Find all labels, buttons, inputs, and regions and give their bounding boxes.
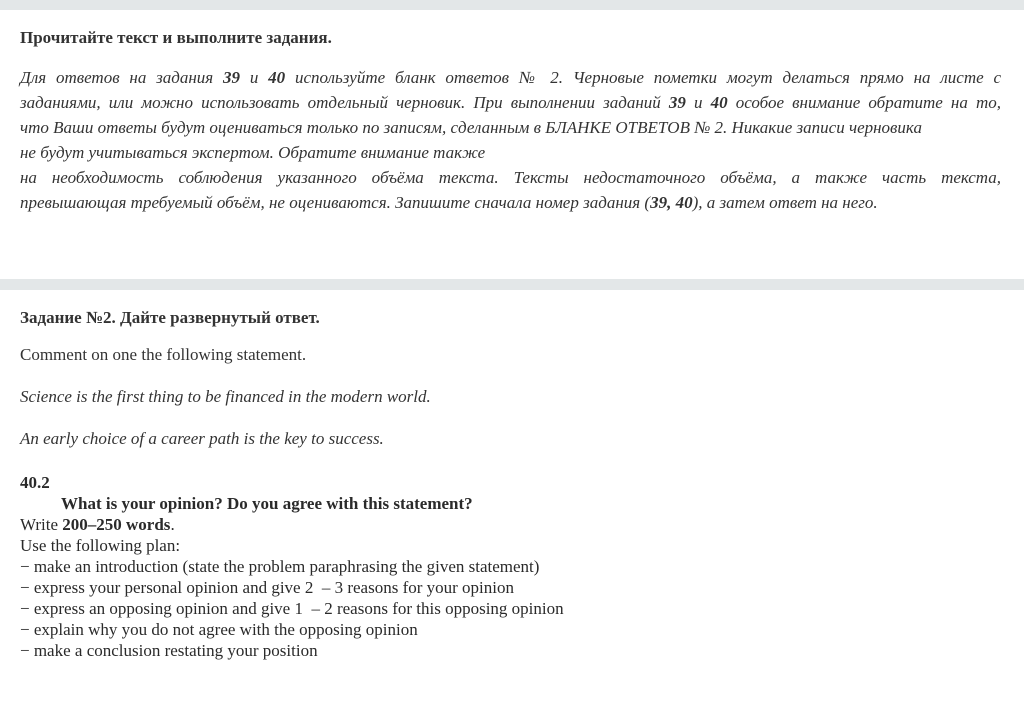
task-details xyxy=(20,472,564,661)
task-question: What is your opinion? Do you agree with this statement? xyxy=(61,494,473,513)
instr-line-1: Для ответов на задания 39 и 40 используйте бланк ответов № 2. Черновые пометки могут делаться прямо на листе с xyxy=(20,68,1002,87)
plan-item: − make a conclusion restating your position xyxy=(20,641,318,660)
task-card xyxy=(0,290,1024,714)
top-separator xyxy=(0,0,1024,10)
instructions-text xyxy=(20,65,1001,215)
plan-item: − express an opposing opinion and give 1 – 2 reasons for this opposing opinion xyxy=(20,599,564,618)
task-heading: Задание №2. Дайте развернутый ответ. xyxy=(20,308,320,327)
instr-line-6: превышающая требуемый объём, не оцениваются. Запишите сначала номер задания (39, 40), а затем ответ на него. xyxy=(20,193,878,212)
section-separator xyxy=(0,279,1024,290)
plan-item: − express your personal opinion and give 2 – 3 reasons for your opinion xyxy=(20,578,514,597)
word-requirement: Write 200–250 words. xyxy=(20,515,175,534)
instr-line-5: на необходимость соблюдения указанного объёма текста. Тексты недостаточного объёма, а также часть текста, xyxy=(20,168,1001,187)
instr-line-4: не будут учитываться экспертом. Обратите внимание также xyxy=(20,143,486,162)
plan-intro: Use the following plan: xyxy=(20,536,181,555)
task-number: 40.2 xyxy=(20,473,50,492)
statement-1: Science is the first thing to be financed in the modern world. xyxy=(20,387,431,406)
instructions-heading: Прочитайте текст и выполните задания. xyxy=(20,28,332,47)
instr-line-2: заданиями, или можно использовать отдельный черновик. При выполнении заданий 39 и 40 особое внимание обратите на то, xyxy=(20,93,1002,112)
task-intro: Comment on one the following statement. xyxy=(20,345,307,364)
instr-line-3: что Ваши ответы будут оцениваться только по записям, сделанным в БЛАНКЕ ОТВЕТОВ № 2. Никакие записи черновика xyxy=(20,118,922,137)
plan-item: − explain why you do not agree with the opposing opinion xyxy=(20,620,418,639)
statement-2: An early choice of a career path is the key to success. xyxy=(20,429,384,448)
plan-item: − make an introduction (state the problem paraphrasing the given statement) xyxy=(20,557,540,576)
instructions-card xyxy=(0,10,1024,279)
